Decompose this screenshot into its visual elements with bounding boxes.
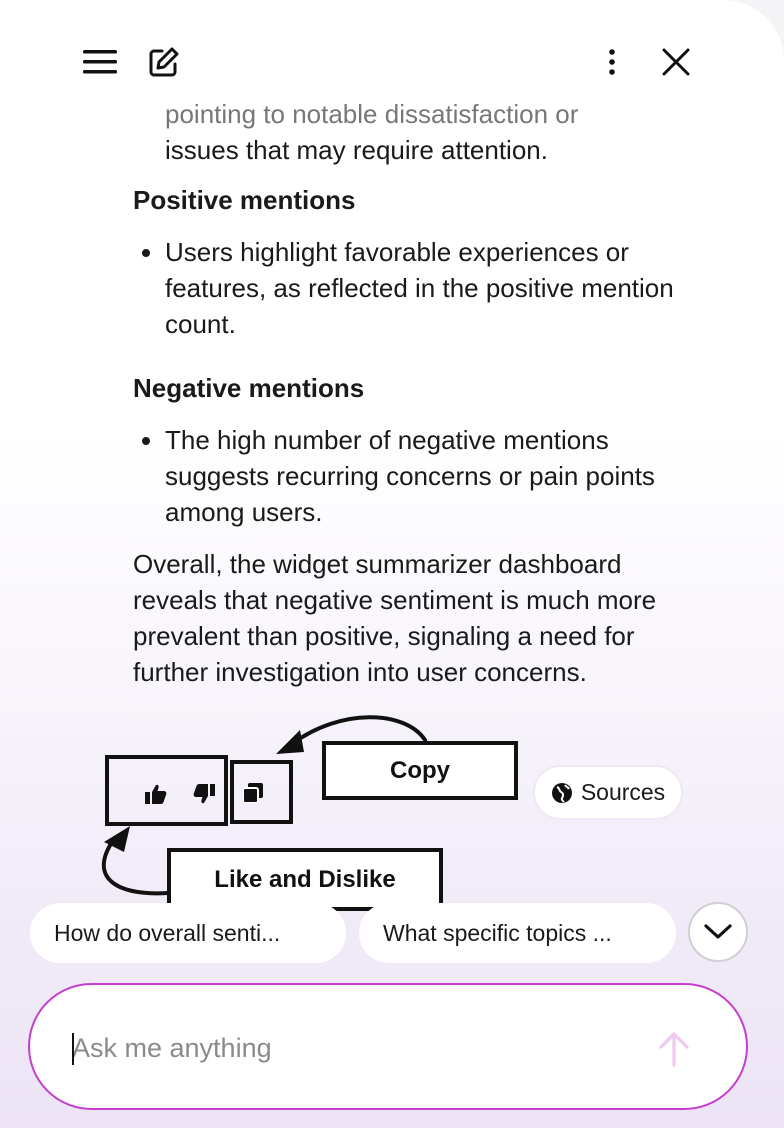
- positive-heading: Positive mentions: [133, 185, 356, 215]
- suggestion-chip-1[interactable]: [30, 903, 346, 963]
- suggestion-chip-2[interactable]: [359, 903, 676, 963]
- intro-line-2: issues that may require attention.: [165, 135, 548, 165]
- positive-bullet: • Users highlight favorable experiences or features, as reflected in the positive mention count.: [165, 234, 695, 342]
- negative-bullet: • The high number of negative mentions suggests recurring concerns or pain points among users.: [165, 422, 695, 530]
- globe-icon: [551, 782, 573, 804]
- sources-label: Sources: [580, 779, 666, 805]
- send-arrow-icon[interactable]: [656, 1029, 692, 1069]
- summary-paragraph: Overall, the widget summarizer dashboard reveals that negative sentiment is much more prevalent than positive, signaling a need for further investigation into user concerns.: [133, 549, 657, 687]
- chevron-down-icon: [704, 924, 732, 940]
- sources-button[interactable]: [533, 765, 683, 820]
- negative-heading: Negative mentions: [133, 373, 365, 403]
- intro-line-1: pointing to notable dissatisfaction or: [165, 99, 579, 129]
- text-caret: [72, 1033, 74, 1065]
- expand-suggestions-button[interactable]: [688, 902, 748, 962]
- copy-callout-label: Copy: [390, 756, 450, 784]
- suggestion-chip-2-label: What specific topics ...: [383, 919, 612, 946]
- chat-input-container: [28, 983, 748, 1110]
- like-dislike-callout-label: Like and Dislike: [214, 865, 396, 893]
- chat-input[interactable]: [70, 1023, 634, 1073]
- suggestion-chip-1-label: How do overall senti...: [54, 919, 281, 946]
